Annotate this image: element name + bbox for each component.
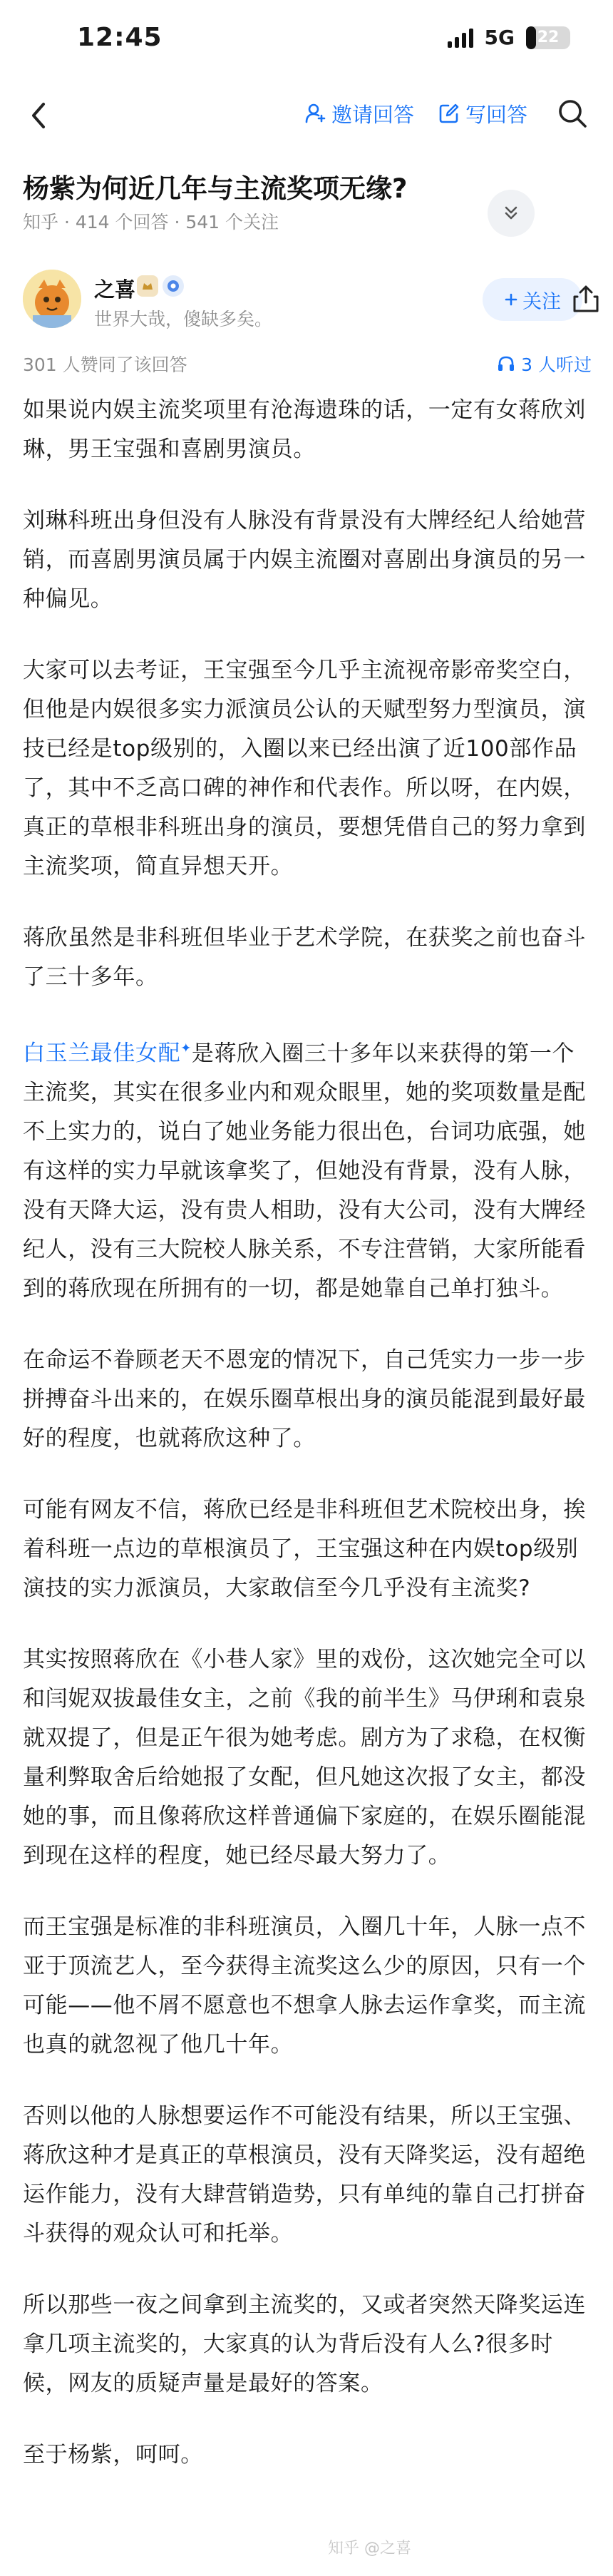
author-name[interactable]: 之喜 [94,277,136,302]
answer-paragraph-8: 其实按照蒋欣在《小巷人家》里的戏份，这次她完全可以和闫妮双拔最佳女主，之前《我的前半生》马伊琍和袁泉就双提了，但是正午很为她考虑。剧方为了求稳，在权衡量利弊取舍后给她报了女配，但凡她这次报了女主，都没她的事，而且像蒋欣这样普通偏下家庭的，在娱乐圈能混到现在这样的程度，她已经尽最大努力了。 [23,1647,586,1869]
back-button[interactable] [20,97,57,134]
battery-text: 22 [537,29,560,46]
answer-paragraph-6: 在命运不眷顾老天不恩宠的情况下，自己凭实力一步一步拼搏奋斗出来的，在娱乐圈草根出身的演员能混到最好最好的程度，也就蒋欣这种了。 [23,1347,586,1452]
answer-paragraph-11: 所以那些一夜之间拿到主流奖的，又或者突然天降奖运连拿几项主流奖的，大家真的认为背后没有人么?很多时候，网友的质疑声量是最好的答案。 [23,2292,586,2397]
share-button[interactable] [572,284,600,317]
level-badge-icon [137,275,158,297]
write-answer-label: 写回答 [465,102,527,127]
write-answer-button[interactable] [438,99,527,128]
headphones-icon [497,354,515,373]
answer-paragraph-5-text: 是蒋欣入圈三十多年以来获得的第一个主流奖，其实在很多业内和观众眼里，她的奖项数量是配不上实力的，说白了她业务能力很出色，台词功底强，她有这样的实力早就该拿奖了，但她没有背景，没有人脉，没有天降大运，没有贵人相助，没有大公司，没有大牌经纪人，没有三大院校人脉关系，不专注营销，大家所能看到的蒋欣现在所拥有的一切，都是她靠自己单打独斗。 [23,1041,586,1302]
double-chevron-down-icon [501,203,521,223]
question-meta: 知乎 · 414 个回答 · 541 个关注 [23,212,279,232]
share-icon [572,284,600,314]
stats-row [23,351,592,377]
status-indicators [448,26,570,49]
avatar[interactable] [23,270,81,328]
award-link[interactable] [23,1041,192,1066]
follow-label: 关注 [522,290,561,313]
battery-icon [526,26,570,49]
watermark: 知乎 @之喜 [328,2540,411,2557]
answer-content [23,391,593,2507]
verified-badge-icon [163,275,184,297]
listen-count: 3 人听过 [521,354,592,375]
signal-icon [448,28,473,48]
edit-icon [438,103,460,124]
plus-icon [504,292,518,307]
author-bio: 世界大哉，傻缺多矣。 [94,309,273,329]
answer-paragraph-9: 而王宝强是标准的非科班演员，入圈几十年，人脉一点不亚于顶流艺人，至今获得主流奖这么少的原因，只有一个可能——他不屑不愿意也不想拿人脉去运作拿奖，而主流也真的就忽视了他几十年。 [23,1914,586,2058]
collapse-button[interactable] [488,190,535,237]
network-label: 5G [484,26,515,49]
invite-answer-label: 邀请回答 [331,102,414,127]
answer-paragraph-7: 可能有网友不信，蒋欣已经是非科班但艺术院校出身，挨着科班一点边的草根演员了，王宝强这种在内娱top级别演技的实力派演员，大家敢信至今几乎没有主流奖? [23,1497,586,1602]
listen-button[interactable] [497,351,592,377]
answer-paragraph-4: 蒋欣虽然是非科班但毕业于艺术学院，在获奖之前也奋斗了三十多年。 [23,925,586,990]
search-button[interactable] [552,93,593,134]
answer-paragraph-3: 大家可以去考证，王宝强至今几乎主流视帝影帝奖空白，但他是内娱很多实力派演员公认的天赋型努力型演员，演技已经是top级别的，入圈以来已经出演了近100部作品了，其中不乏高口碑的神作和代表作。所以呀，在内娱，真正的草根非科班出身的演员，要想凭借自己的努力拿到主流奖项，简直异想天开。 [23,658,586,879]
avatar-image [23,270,81,328]
answer-paragraph-5 [23,1029,593,1309]
invite-user-icon [304,103,326,124]
answer-paragraph-10: 否则以他的人脉想要运作不可能没有结果，所以王宝强、蒋欣这种才是真正的草根演员，没有天降奖运，没有超绝运作能力，没有大肆营销造势，只有单纯的靠自己打拼奋斗获得的观众认可和托举。 [23,2103,586,2247]
status-time: 12:45 [77,23,163,52]
nav-actions [304,93,593,134]
author-row [23,270,593,335]
search-icon [557,98,588,129]
answer-paragraph-2: 刘琳科班出身但没有人脉没有背景没有大牌经纪人给她营销，而喜剧男演员属于内娱主流圈对喜剧出身演员的另一种偏见。 [23,508,586,612]
status-bar [0,0,613,78]
nav-bar [0,86,613,145]
follow-button[interactable] [483,278,582,321]
answer-paragraph-1: 如果说内娱主流奖项里有沧海遗珠的话，一定有女蒋欣刘琳，男王宝强和喜剧男演员。 [23,397,586,462]
battery-level [526,26,536,49]
award-link-text: 白玉兰最佳女配 [23,1041,181,1067]
link-star-icon: ✦ [180,1041,192,1056]
question-title[interactable]: 杨紫为何近几年与主流奖项无缘? [23,173,408,204]
upvote-count: 301 人赞同了该回答 [23,354,187,375]
answer-paragraph-12: 至于杨紫，呵呵。 [23,2442,203,2468]
back-arrow-icon [28,101,49,130]
invite-answer-button[interactable] [304,99,414,128]
